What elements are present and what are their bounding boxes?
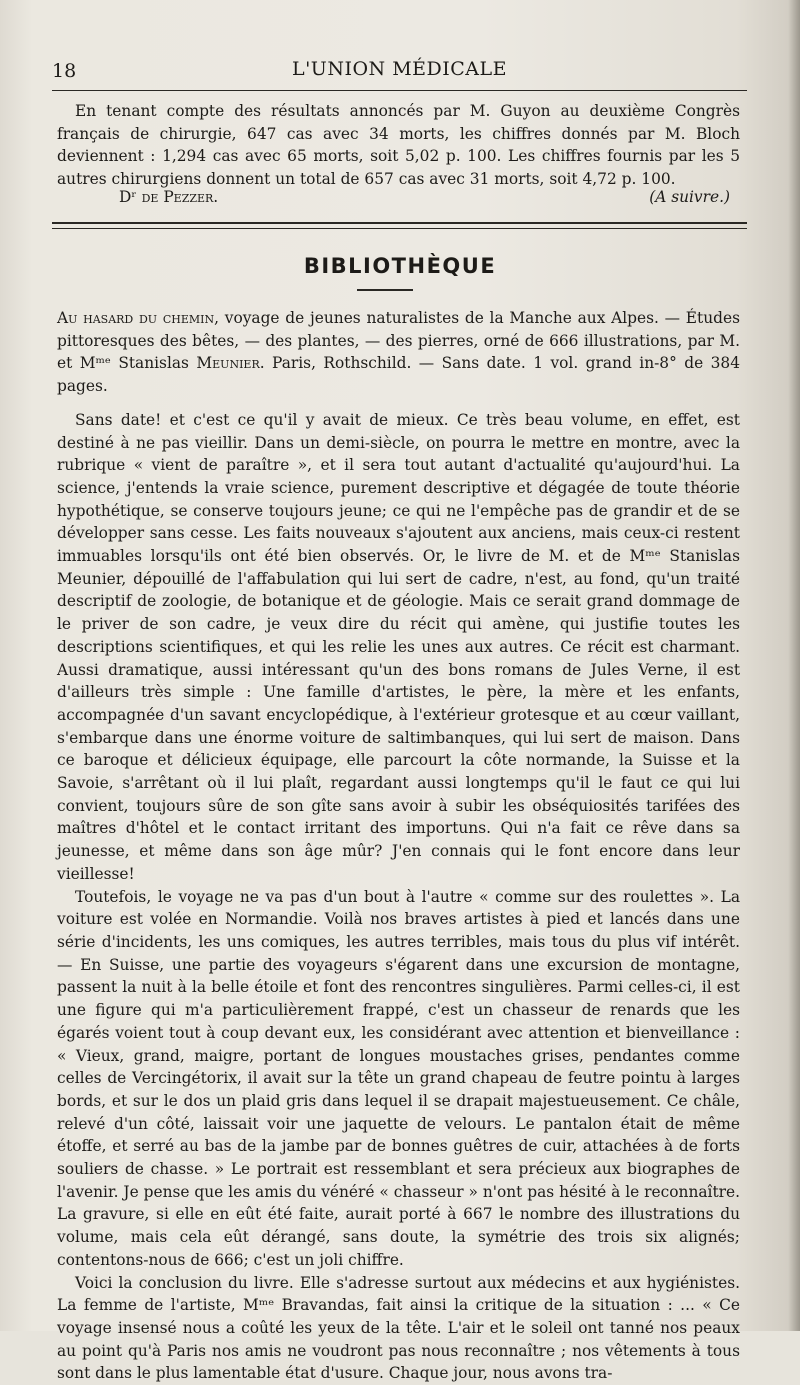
review-paragraph: Voici la conclusion du livre. Elle s'adresse surtout aux médecins et aux hygiénistes. La femme de l'artiste, Mᵐᵉ Bravandas, fait ainsi la critique de la situation : ... « Ce voyage insensé nous a coûté les yeux de la tête. L'air et le soleil ont tanné nos peaux au point qu'à Paris nos amis ne voudront pas nous reconnaître ; nos vêtements à tous sont dans le plus lamentable état d'usure. Chaque jour, nous avons tra- (57, 1273, 740, 1383)
section-separator-top (52, 222, 747, 224)
to-be-continued-note: (A suivre.) (649, 188, 730, 206)
review-block (57, 307, 740, 1385)
signature-line (57, 186, 740, 210)
continuation-block (57, 100, 740, 191)
running-title: L'UNION MÉDICALE (291, 58, 508, 80)
review-paragraph: Sans date! et c'est ce qu'il y avait de mieux. Ce très beau volume, en effet, est destiné à ne pas vieillir. Dans un demi-siècle, on pourra le mettre en montre, avec la rubrique « vient de paraître », et il sera tout autant d'actualité qu'aujourd'hui. La science, j'entends la vraie science, purement descriptive et dégagée de toute théorie hypothétique, se conserve toujours jeune; ce qui ne l'empêche pas de grandir et de se développer sans cesse. Les faits nouveaux s'ajoutent aux anciens, mais ceux-ci restent immuables lorsqu'ils ont été bien observés. Or, le livre de M. et de Mᵐᵉ Stanislas Meunier, dépouillé de l'affabulation qui lui sert de cadre, n'est, au fond, qu'un traité descriptif de zoologie, de botanique et de géologie. Mais ce serait grand dommage de le priver de son cadre, je veux dire du récit qui amène, qui justifie toutes les descriptions scientifiques, et qui les relie les unes aux autres. Ce récit est charmant. Aussi dramatique, aussi intéressant qu'un des bons romans de Jules Verne, il est d'ailleurs très simple : Une famille d'artistes, le père, la mère et les enfants, accompagnée d'un savant encyclopédique, à l'extérieur grotesque et au cœur vaillant, s'embarque dans une énorme voiture de saltimbanques, qui lui sert de maison. Dans ce baroque et délicieux équipage, elle parcourt la côte normande, la Suisse et la Savoie, s'arrêtant où il lui plaît, regardant aussi longtemps qu'il le faut ce qui lui convient, toujours sûre de son gîte sans avoir à subir les obséquiosités tarifées des maîtres d'hôtel et le contact irritant des importuns. Qui n'a fait ce rêve dans sa jeunesse, et même dans son âge mûr? J'en connais qui le font encore dans leur vieillesse! (57, 410, 740, 883)
citation-text-1: voyage de jeunes naturalistes de la Manche aux Alpes. — Études pittoresques des bêtes, — des plantes, — des pierres, orné de 666 illustrations, par M. et Mᵐᵉ Stanislas (57, 309, 740, 373)
book-title: Au hasard du chemin, (57, 309, 219, 327)
page-number: 18 (52, 60, 77, 82)
review-paragraph: Toutefois, le voyage ne va pas d'un bout à l'autre « comme sur des roulettes ». La voiture est volée en Normandie. Voilà nos braves artistes à pied et lancés dans une série d'incidents, les uns comiques, les autres terribles, mais tous du plus vif intérêt. — En Suisse, une partie des voyageurs s'égarent dans une excursion de montagne, passent la nuit à la belle étoile et font des rencontres singulières. Parmi celles-ci, il est une figure qui m'a particulièrement frappé, c'est un chasseur de renards que les égarés voient tout à coup devant eux, les considérant avec attention et bienveillance : « Vieux, grand, maigre, portant de longues moustaches grises, pendantes comme celles de Vercingétorix, il avait sur la tête un grand chapeau de feutre pointu à larges bords, et sur le dos un plaid gris dans lequel il se drapait majestueusement. Ce châle, relevé d'un côté, laissait voir une jaquette de velours. Le pantalon était de même étoffe, et serré au bas de la jambe par de bonnes guêtres de cuir, attachées à de forts souliers de chasse. » Le portrait est ressemblant et sera précieux aux biographes de l'avenir. Je pense que les amis du vénéré « chasseur » n'ont pas hésité à le reconnaître. La gravure, si elle en eût été faite, aurait porté à 667 le nombre des illustrations du volume, mais cela eût dérangé, sans doute, la symétrie des trois six alignés; contentons-nous de 666; c'est un joli chiffre. (57, 887, 740, 1269)
article-author: Dʳ de Pezzer. (119, 188, 219, 206)
citation-text-2: . Paris, Rothschild. — Sans date. 1 vol. grand in-8° de 384 pages. (57, 354, 740, 396)
continuation-paragraph: En tenant compte des résultats annoncés par M. Guyon au deuxième Congrès français de chirurgie, 647 cas avec 34 morts, les chiffres donnés par M. Bloch deviennent : 1,294 cas avec 65 morts, soit 5,02 p. 100. Les chiffres fournis par les 5 autres chirurgiens donnent un total de 657 cas avec 31 morts, soit 4,72 p. 100. (57, 102, 740, 189)
page-edge-shadow (788, 0, 800, 1331)
page-header (52, 52, 747, 86)
header-rule (52, 90, 747, 91)
book-author: Meunier (196, 354, 260, 373)
section-title-rule (357, 289, 413, 291)
section-separator-bottom (52, 228, 747, 229)
book-citation (57, 307, 740, 398)
section-title: BIBLIOTHÈQUE (303, 254, 497, 278)
